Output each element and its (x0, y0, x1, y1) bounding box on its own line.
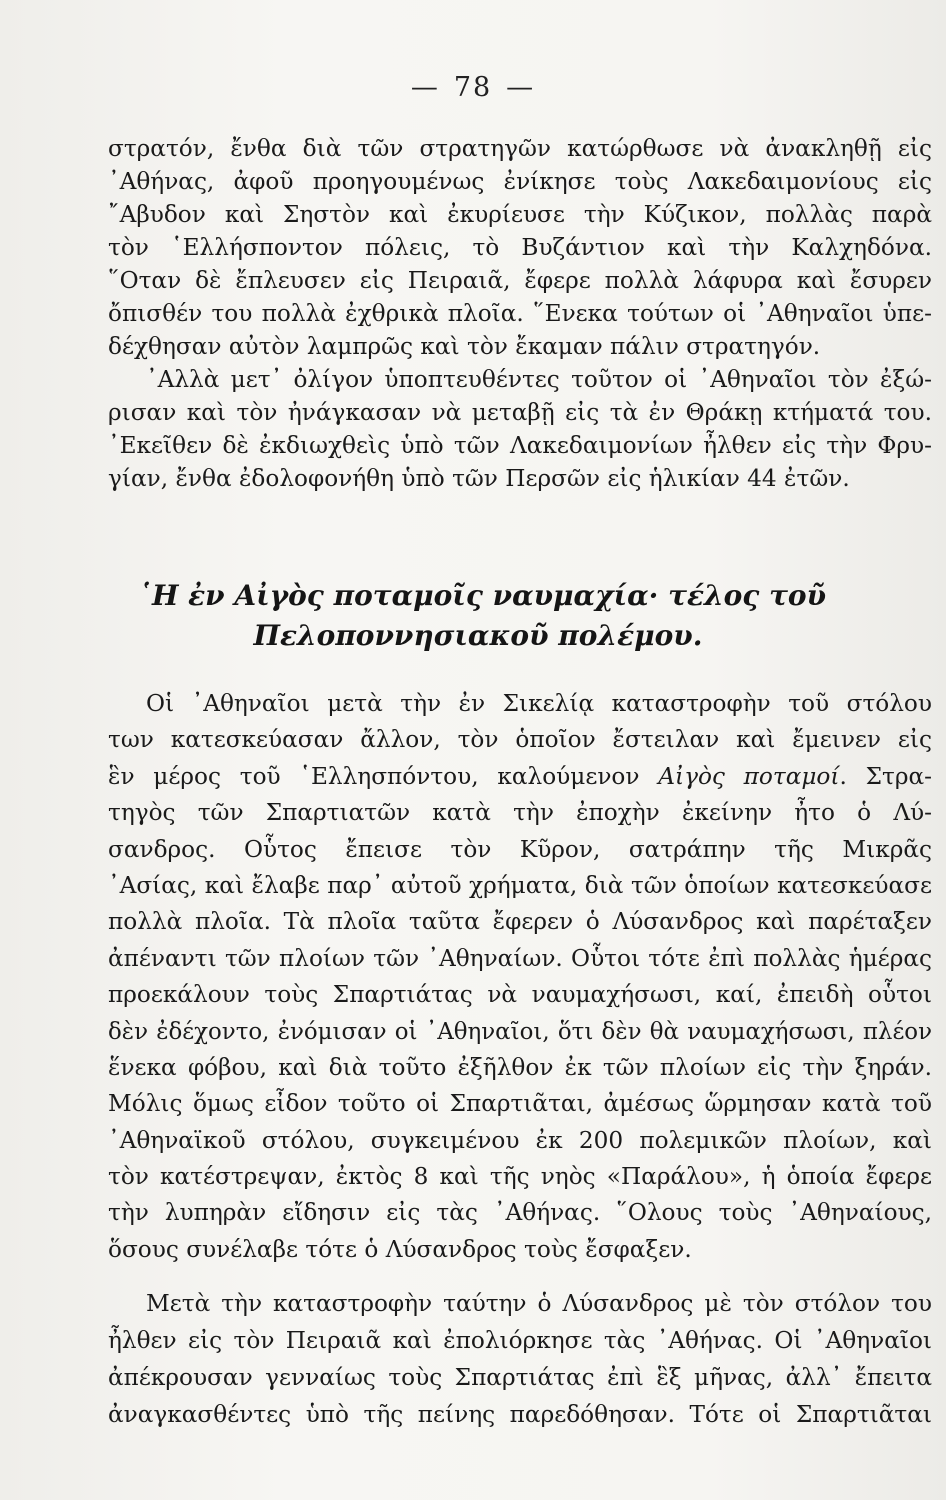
text-line: ἕνεκα φόβου, καὶ διὰ τοῦτο ἐξῆλθον ἐκ τῶν πλοίων εἰς τὴν ξηράν. (108, 1053, 932, 1081)
text-line: ῞Οταν δὲ ἔπλευσεν εἰς Πειραιᾶ, ἔφερε πολλὰ λάφυρα καὶ ἔσυρεν (108, 267, 932, 294)
text-line: των κατεσκεύασαν ἄλλον, τὸν ὁποῖον ἔστειλαν καὶ ἔμεινεν εἰς (108, 726, 932, 754)
page-number-dash-left: — (410, 72, 440, 103)
text-line: προεκάλουν τοὺς Σπαρτιάτας νὰ ναυμαχήσωσι, καί, ἐπειδὴ οὗτοι (108, 981, 932, 1009)
section-heading-line-2: Πελοποννησιακοῦ πολέμου. (253, 619, 703, 652)
text-line: ρισαν καὶ τὸν ἠνάγκασαν νὰ μεταβῇ εἰς τὰ ἐν Θράκῃ κτήματά του. (108, 399, 932, 426)
text-line: τὸν κατέστρεψαν, ἐκτὸς 8 καὶ τῆς νηὸς «Παράλου», ἡ ὁποία ἔφερε (108, 1163, 932, 1191)
page-number (0, 72, 946, 103)
text-line: Οἱ ᾿Αθηναῖοι μετὰ τὴν ἐν Σικελίᾳ καταστροφὴν τοῦ στόλου (146, 690, 932, 717)
text-line: σανδρος. Οὗτος ἔπεισε τὸν Κῦρον, σατράπην τῆς Μικρᾶς (108, 835, 932, 863)
text-line: ἦλθεν εἰς τὸν Πειραιᾶ καὶ ἐπολιόρκησε τὰς ᾿Αθήνας. Οἱ ᾿Αθηναῖοι (108, 1327, 932, 1354)
text-span: ἓν μέρος τοῦ ῾Ελλησπόντου, καλούμενον (108, 762, 659, 790)
section-heading-line-1: ῾Η ἐν Αἰγὸς ποταμοῖς ναυμαχία· τέλος τοῦ (137, 579, 827, 612)
text-line: ᾿Αλλὰ μετ᾿ ὀλίγον ὑποπτευθέντες τοῦτον οἱ ᾿Αθηναῖοι τὸν ἐξώ- (146, 366, 932, 393)
text-line: ὅσους συνέλαβε τότε ὁ Λύσανδρος τοὺς ἔσφαξεν. (108, 1235, 692, 1263)
text-line: ἀπέναντι τῶν πλοίων τῶν ᾿Αθηναίων. Οὗτοι τότε ἐπὶ πολλὰς ἡμέρας (108, 944, 932, 972)
text-line (108, 759, 932, 795)
text-line: πολλὰ πλοῖα. Τὰ πλοῖα ταῦτα ἔφερεν ὁ Λύσανδρος καὶ παρέταξεν (108, 908, 932, 936)
text-line: ᾿Ασίας, καὶ ἔλαβε παρ᾿ αὐτοῦ χρήματα, διὰ τῶν ὁποίων κατεσκεύασε (108, 871, 932, 899)
paragraph-alcibiades (108, 132, 932, 495)
text-line: ἀπέκρουσαν γενναίως τοὺς Σπαρτιάτας ἐπὶ ἓξ μῆνας, ἀλλ᾿ ἔπειτα (108, 1364, 932, 1391)
text-line: ᾿Αθήνας, ἀφοῦ προηγουμένως ἐνίκησε τοὺς Λακεδαιμονίους εἰς (108, 168, 932, 195)
text-line: τηγὸς τῶν Σπαρτιατῶν κατὰ τὴν ἐποχὴν ἐκείνην ἦτο ὁ Λύ- (108, 799, 932, 827)
place-name-italic: Αἰγὸς ποταμοί (658, 762, 840, 790)
page-number-dash-right: — (506, 72, 536, 103)
text-line: ᾿Εκεῖθεν δὲ ἐκδιωχθεὶς ὑπὸ τῶν Λακεδαιμονίων ἦλθεν εἰς τὴν Φρυ- (108, 432, 932, 459)
paragraph-aegospotami (108, 686, 932, 1268)
text-line: τὴν λυπηρὰν εἴδησιν εἰς τὰς ᾿Αθήνας. ῞Ολους τοὺς ᾿Αθηναίους, (108, 1199, 932, 1227)
text-line: δέχθησαν αὐτὸν λαμπρῶς καὶ τὸν ἔκαμαν πάλιν στρατηγόν. (108, 333, 821, 360)
text-span: . Στρα- (839, 762, 932, 790)
text-line: δὲν ἐδέχοντο, ἐνόμισαν οἱ ᾿Αθηναῖοι, ὅτι δὲν θὰ ναυμαχήσωσι, πλέον (108, 1018, 932, 1045)
text-line: ᾿Αθηναϊκοῦ στόλου, συγκειμένου ἐκ 200 πολεμικῶν πλοίων, καὶ (108, 1126, 932, 1154)
text-line: στρατόν, ἔνθα διὰ τῶν στρατηγῶν κατώρθωσε νὰ ἀνακληθῇ εἰς (108, 135, 932, 162)
text-line: τὸν ῾Ελλήσποντον πόλεις, τὸ Βυζάντιον καὶ τὴν Καλχηδόνα. (108, 234, 932, 261)
text-line: Μόλις ὅμως εἶδον τοῦτο οἱ Σπαρτιᾶται, ἀμέσως ὥρμησαν κατὰ τοῦ (108, 1090, 932, 1118)
page-number-value: 78 (453, 72, 493, 103)
text-line: ῎Αβυδον καὶ Σηστὸν καὶ ἐκυρίευσε τὴν Κύζικον, πολλὰς παρὰ (108, 201, 932, 228)
text-line: γίαν, ἔνθα ἐδολοφονήθη ὑπὸ τῶν Περσῶν εἰς ἡλικίαν 44 ἐτῶν. (108, 465, 850, 492)
text-line: ἀναγκασθέντες ὑπὸ τῆς πείνης παρεδόθησαν. Τότε οἱ Σπαρτιᾶται (108, 1401, 932, 1428)
text-line: Μετὰ τὴν καταστροφὴν ταύτην ὁ Λύσανδρος μὲ τὸν στόλον του (146, 1290, 932, 1317)
section-heading (0, 576, 946, 656)
paragraph-siege (108, 1285, 932, 1433)
text-line: ὄπισθέν του πολλὰ ἐχθρικὰ πλοῖα. ῞Ενεκα τούτων οἱ ᾿Αθηναῖοι ὑπε- (108, 300, 932, 327)
